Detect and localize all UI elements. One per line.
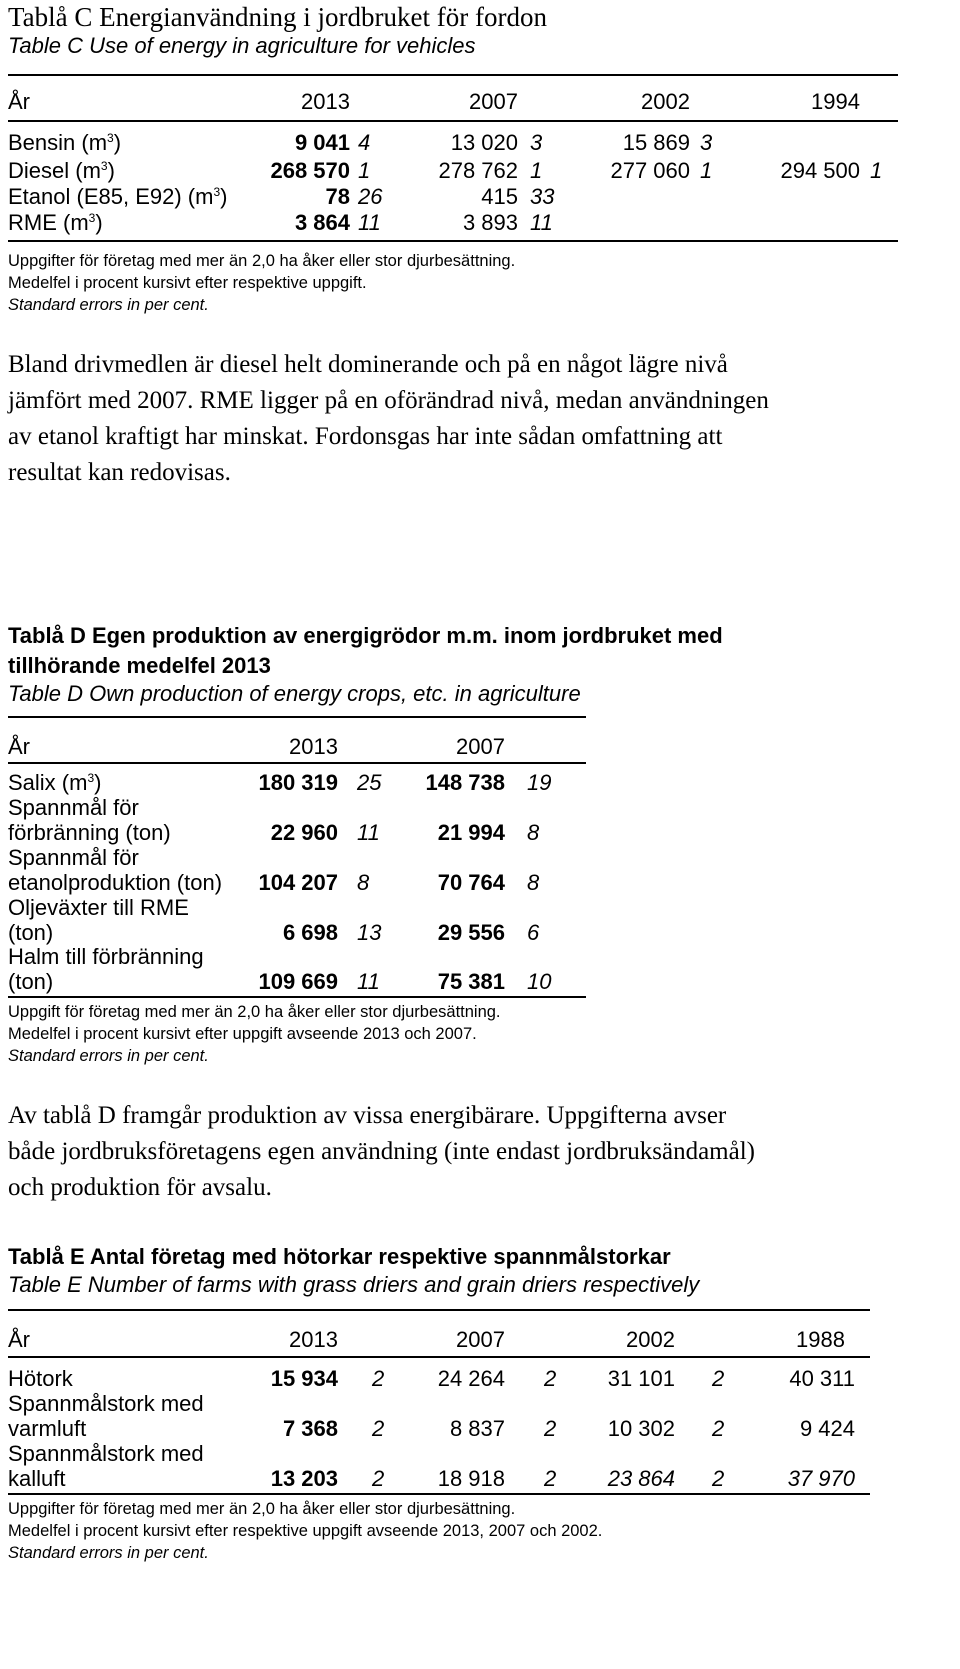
table-e-value-1988: 40 311 bbox=[789, 1366, 855, 1391]
table-d-row-label bbox=[8, 969, 53, 995]
table-d-value-2013: 104 207 bbox=[258, 870, 338, 895]
table-d-row-label-line1: Spannmål för bbox=[8, 795, 139, 820]
table-e-row-label: Hötork bbox=[8, 1366, 73, 1391]
table-c-error: 11 bbox=[358, 210, 381, 235]
table-e-row-label: varmluft bbox=[8, 1416, 87, 1441]
table-c-error: 4 bbox=[358, 130, 371, 155]
table-c-note-3: Standard errors in per cent. bbox=[8, 296, 209, 314]
table-e-header-rule bbox=[8, 1356, 870, 1358]
table-c-value: 277 060 bbox=[610, 158, 690, 183]
table-e-value-2007: 8 837 bbox=[449, 1416, 505, 1441]
table-c-note-2: Medelfel i procent kursivt efter respektive uppgift. bbox=[8, 274, 367, 292]
table-e-value-2002: 10 302 bbox=[607, 1416, 675, 1441]
table-d-bottom-rule bbox=[8, 996, 586, 998]
table-e-error-2007: 2 bbox=[544, 1366, 557, 1391]
paragraph-1-line-4: resultat kan redovisas. bbox=[8, 459, 231, 486]
table-e-row-label: kalluft bbox=[8, 1466, 66, 1491]
table-c-row-label-text: RME (m bbox=[8, 210, 89, 235]
table-e-error-2002: 2 bbox=[712, 1416, 725, 1441]
table-c-error: 3 bbox=[530, 130, 543, 155]
paragraph-1-line-2: jämfört med 2007. RME ligger på en oförändrad nivå, medan användningen bbox=[8, 387, 769, 414]
table-d-value-2013: 180 319 bbox=[258, 770, 338, 795]
table-c-value: 278 762 bbox=[438, 158, 518, 183]
paragraph-2-line-3: och produktion för avsalu. bbox=[8, 1174, 272, 1201]
table-c-title-sv: Tablå C Energianvändning i jordbruket för fordon bbox=[8, 2, 547, 32]
table-c-row-label-superscript: 3 bbox=[107, 131, 114, 145]
table-c-row-label-superscript: 3 bbox=[88, 211, 96, 225]
table-e-bottom-rule bbox=[8, 1493, 870, 1495]
table-e-error-2007: 2 bbox=[544, 1416, 557, 1441]
table-d-title-en: Table D Own production of energy crops, etc. in agriculture bbox=[8, 681, 581, 706]
table-e-value-2007: 18 918 bbox=[437, 1466, 505, 1491]
table-d-note-1: Uppgift för företag med mer än 2,0 ha åker eller stor djurbesättning. bbox=[8, 1003, 501, 1021]
table-c-error: 26 bbox=[358, 184, 383, 209]
table-c-header-1994: 1994 bbox=[811, 89, 860, 114]
table-d-error-2013: 11 bbox=[357, 969, 380, 994]
table-d-value-2007: 75 381 bbox=[437, 969, 505, 994]
table-e-header-2007: 2007 bbox=[456, 1327, 505, 1352]
table-c-value: 294 500 bbox=[780, 158, 860, 183]
table-d-row-label-line1: Halm till förbränning bbox=[8, 944, 204, 969]
table-e-row-label-line1: Spannmålstork med bbox=[8, 1441, 204, 1466]
table-e-error-2007: 2 bbox=[544, 1466, 557, 1491]
table-d-header-2007: 2007 bbox=[456, 734, 505, 759]
table-c-value: 78 bbox=[325, 184, 350, 209]
table-e-note-2: Medelfel i procent kursivt efter respektive uppgift avseende 2013, 2007 och 2002. bbox=[8, 1522, 603, 1540]
table-e-note-3: Standard errors in per cent. bbox=[8, 1544, 209, 1562]
table-c-title-en: Table C Use of energy in agriculture for vehicles bbox=[8, 33, 476, 58]
table-e-header-2013: 2013 bbox=[289, 1327, 338, 1352]
table-d-row-label-suffix: ) bbox=[94, 770, 102, 795]
paragraph-1-line-3: av etanol kraftigt har minskat. Fordonsgas har inte sådan omfattning att bbox=[8, 423, 723, 450]
table-c-bottom-rule bbox=[8, 240, 898, 242]
paragraph-1-line-1: Bland drivmedlen är diesel helt dominerande och på en något lägre nivå bbox=[8, 351, 728, 378]
table-e-value-1988: 37 970 bbox=[787, 1466, 855, 1491]
table-c-error: 1 bbox=[530, 158, 543, 183]
table-d-note-2: Medelfel i procent kursivt efter uppgift avseende 2013 och 2007. bbox=[8, 1025, 477, 1043]
table-d-row-label-superscript: 3 bbox=[87, 771, 95, 785]
table-c-row-label-superscript: 3 bbox=[213, 185, 221, 199]
table-d-row-label-text: Salix (m bbox=[8, 770, 88, 795]
table-c-value: 3 864 bbox=[294, 210, 350, 235]
table-d-row-label-text: etanolproduktion (ton) bbox=[8, 870, 223, 895]
table-c-row-label bbox=[8, 158, 115, 184]
table-e-title-en: Table E Number of farms with grass driers and grain driers respectively bbox=[8, 1272, 700, 1297]
table-d-value-2007: 21 994 bbox=[437, 820, 505, 845]
table-d-error-2013: 8 bbox=[357, 870, 370, 895]
table-e-value-2002: 31 101 bbox=[607, 1366, 675, 1391]
table-e-header-2002: 2002 bbox=[626, 1327, 675, 1352]
table-e-value-2007: 24 264 bbox=[437, 1366, 505, 1391]
table-d-row-label bbox=[8, 920, 53, 946]
table-e-title-sv: Tablå E Antal företag med hötorkar respektive spannmålstorkar bbox=[8, 1244, 671, 1269]
table-d-header-rule bbox=[8, 762, 586, 764]
table-e-row-label-line1: Spannmålstork med bbox=[8, 1391, 204, 1416]
table-c-value: 3 893 bbox=[462, 210, 518, 235]
table-e-value-2013: 7 368 bbox=[282, 1416, 338, 1441]
table-d-row-label bbox=[8, 770, 101, 796]
table-d-row-label bbox=[8, 870, 222, 896]
table-c-header-label: År bbox=[8, 89, 30, 114]
table-d-header-2013: 2013 bbox=[289, 734, 338, 759]
table-c-error: 33 bbox=[530, 184, 555, 209]
table-d-value-2007: 29 556 bbox=[437, 920, 505, 945]
table-d-value-2013: 6 698 bbox=[282, 920, 338, 945]
table-e-value-2013: 15 934 bbox=[270, 1366, 338, 1391]
table-c-row-label-text: Diesel (m bbox=[8, 158, 101, 183]
table-d-error-2007: 8 bbox=[527, 820, 540, 845]
table-d-row-label-text: (ton) bbox=[8, 920, 54, 945]
table-c-error: 1 bbox=[358, 158, 371, 183]
table-e-header-label: År bbox=[8, 1327, 30, 1352]
table-e-error-2013: 2 bbox=[372, 1366, 385, 1391]
table-c-row-label-suffix: ) bbox=[220, 184, 228, 209]
table-d-error-2013: 11 bbox=[357, 820, 380, 845]
table-d-header-label: År bbox=[8, 734, 30, 759]
table-e-error-2013: 2 bbox=[372, 1466, 385, 1491]
table-e-error-2002: 2 bbox=[712, 1366, 725, 1391]
table-d-error-2007: 19 bbox=[527, 770, 552, 795]
table-c-error: 11 bbox=[530, 210, 553, 235]
table-c-header-2007: 2007 bbox=[469, 89, 518, 114]
paragraph-2-line-2: både jordbruksföretagens egen användning (inte endast jordbruksändamål) bbox=[8, 1138, 755, 1165]
table-d-top-rule bbox=[8, 716, 586, 718]
table-d-row-label-text: (ton) bbox=[8, 969, 54, 994]
table-d-note-3: Standard errors in per cent. bbox=[8, 1047, 209, 1065]
table-c-value: 9 041 bbox=[294, 130, 350, 155]
table-c-top-rule bbox=[8, 74, 898, 76]
table-d-error-2013: 13 bbox=[357, 920, 382, 945]
table-c-row-label bbox=[8, 184, 227, 210]
table-d-value-2007: 148 738 bbox=[425, 770, 505, 795]
table-c-row-label-text: Etanol (E85, E92) (m bbox=[8, 184, 214, 209]
table-e-value-2013: 13 203 bbox=[270, 1466, 338, 1491]
table-c-row-label-suffix: ) bbox=[113, 130, 122, 155]
table-c-row-label bbox=[8, 210, 103, 236]
table-d-error-2007: 6 bbox=[527, 920, 540, 945]
table-c-error: 1 bbox=[870, 158, 883, 183]
table-c-value: 13 020 bbox=[450, 130, 518, 155]
table-d-row-label-line1: Spannmål för bbox=[8, 845, 139, 870]
table-e-error-2002: 2 bbox=[712, 1466, 725, 1491]
table-e-error-2013: 2 bbox=[372, 1416, 385, 1441]
table-d-error-2007: 10 bbox=[527, 969, 552, 994]
table-c-header-2002: 2002 bbox=[641, 89, 690, 114]
table-e-header-1988: 1988 bbox=[796, 1327, 845, 1352]
table-c-error: 1 bbox=[700, 158, 713, 183]
table-d-title-sv-1: Tablå D Egen produktion av energigrödor m.m. inom jordbruket med bbox=[8, 623, 723, 648]
table-d-row-label-line1: Oljeväxter till RME bbox=[8, 895, 189, 920]
table-e-value-1988: 9 424 bbox=[799, 1416, 855, 1441]
table-d-value-2013: 109 669 bbox=[258, 969, 338, 994]
table-c-row-label-suffix: ) bbox=[95, 210, 103, 235]
table-c-row-label-suffix: ) bbox=[107, 158, 115, 183]
table-c-row-label-text: Bensin (m bbox=[8, 130, 108, 155]
table-e-note-1: Uppgifter för företag med mer än 2,0 ha åker eller stor djurbesättning. bbox=[8, 1500, 516, 1518]
table-c-value: 415 bbox=[481, 184, 518, 209]
paragraph-2-line-1: Av tablå D framgår produktion av vissa energibärare. Uppgifterna avser bbox=[8, 1102, 727, 1129]
table-c-value: 15 869 bbox=[622, 130, 690, 155]
table-c-value: 268 570 bbox=[270, 158, 350, 183]
table-c-header-rule bbox=[8, 120, 898, 122]
table-d-value-2013: 22 960 bbox=[270, 820, 338, 845]
table-d-error-2013: 25 bbox=[357, 770, 382, 795]
table-c-note-1: Uppgifter för företag med mer än 2,0 ha åker eller stor djurbesättning. bbox=[8, 252, 516, 270]
table-e-top-rule bbox=[8, 1309, 870, 1311]
table-c-row-label-superscript: 3 bbox=[100, 159, 108, 173]
table-e-value-2002: 23 864 bbox=[607, 1466, 675, 1491]
table-d-value-2007: 70 764 bbox=[437, 870, 505, 895]
table-c-error: 3 bbox=[700, 130, 713, 155]
table-d-row-label bbox=[8, 820, 171, 846]
table-c-header-2013: 2013 bbox=[301, 89, 350, 114]
table-c-row-label bbox=[8, 130, 121, 156]
table-d-error-2007: 8 bbox=[527, 870, 540, 895]
table-d-title-sv-2: tillhörande medelfel 2013 bbox=[8, 653, 271, 678]
table-d-row-label-text: förbränning (ton) bbox=[8, 820, 171, 845]
